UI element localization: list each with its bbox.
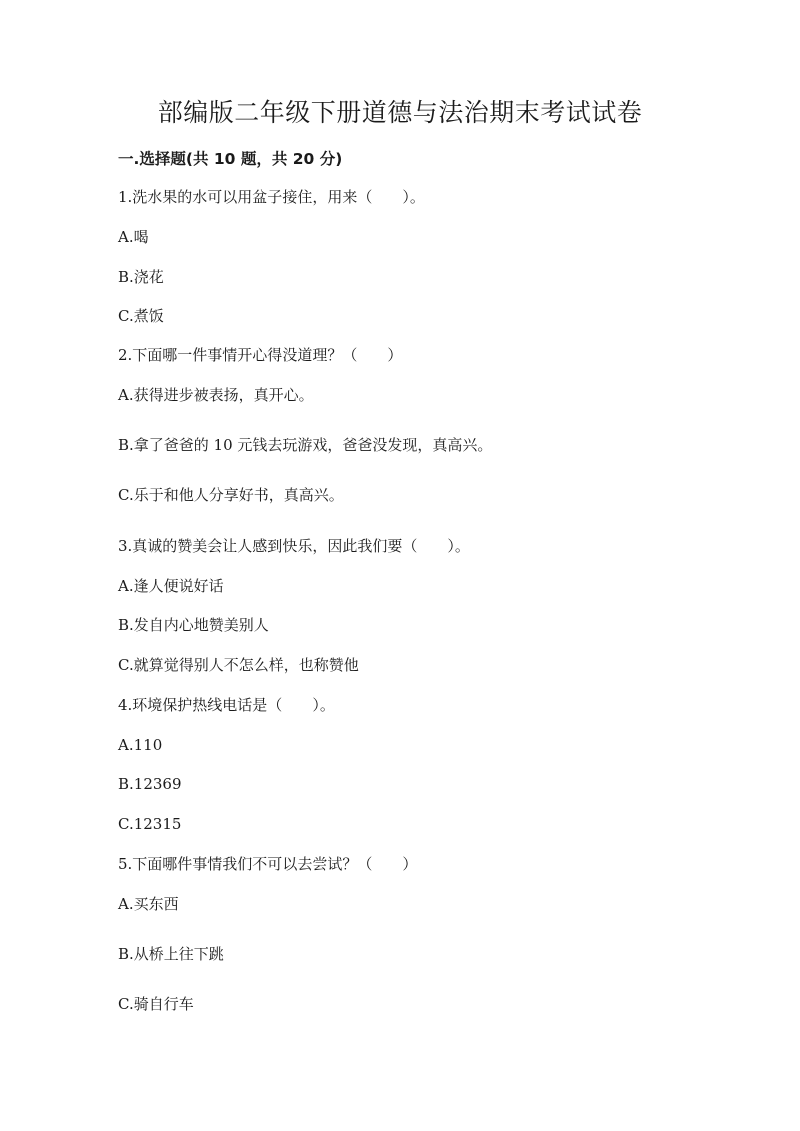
answer-option: C.煮饭 — [118, 307, 164, 325]
answer-option: C.乐于和他人分享好书，真高兴。 — [118, 486, 344, 504]
page-title: 部编版二年级下册道德与法治期末考试试卷 — [157, 98, 643, 127]
section-heading: 一.选择题(共 10 题，共 20 分) — [118, 150, 343, 168]
question-stem: 1.洗水果的水可以用盆子接住，用来（ ）。 — [118, 188, 425, 206]
question-stem: 3.真诚的赞美会让人感到快乐，因此我们要（ ）。 — [118, 537, 470, 555]
answer-option: B.发自内心地赞美别人 — [118, 616, 269, 634]
answer-option: B.浇花 — [118, 268, 164, 286]
answer-option: A.110 — [118, 736, 163, 754]
question-stem: 5.下面哪件事情我们不可以去尝试？（ ） — [118, 855, 418, 873]
question-stem: 4.环境保护热线电话是（ ）。 — [118, 696, 335, 714]
answer-option: B.从桥上往下跳 — [118, 945, 224, 963]
answer-option: C.12315 — [118, 815, 182, 833]
answer-option: A.买东西 — [118, 895, 179, 913]
answer-option: A.获得进步被表扬，真开心。 — [118, 386, 314, 404]
answer-option: C.骑自行车 — [118, 995, 194, 1013]
answer-option: B.12369 — [118, 775, 182, 793]
answer-option: B.拿了爸爸的 10 元钱去玩游戏，爸爸没发现，真高兴。 — [118, 436, 493, 454]
answer-option: A.逢人便说好话 — [118, 577, 224, 595]
question-stem: 2.下面哪一件事情开心得没道理？（ ） — [118, 346, 403, 364]
answer-option: C.就算觉得别人不怎么样，也称赞他 — [118, 656, 359, 674]
answer-option: A.喝 — [118, 228, 149, 246]
